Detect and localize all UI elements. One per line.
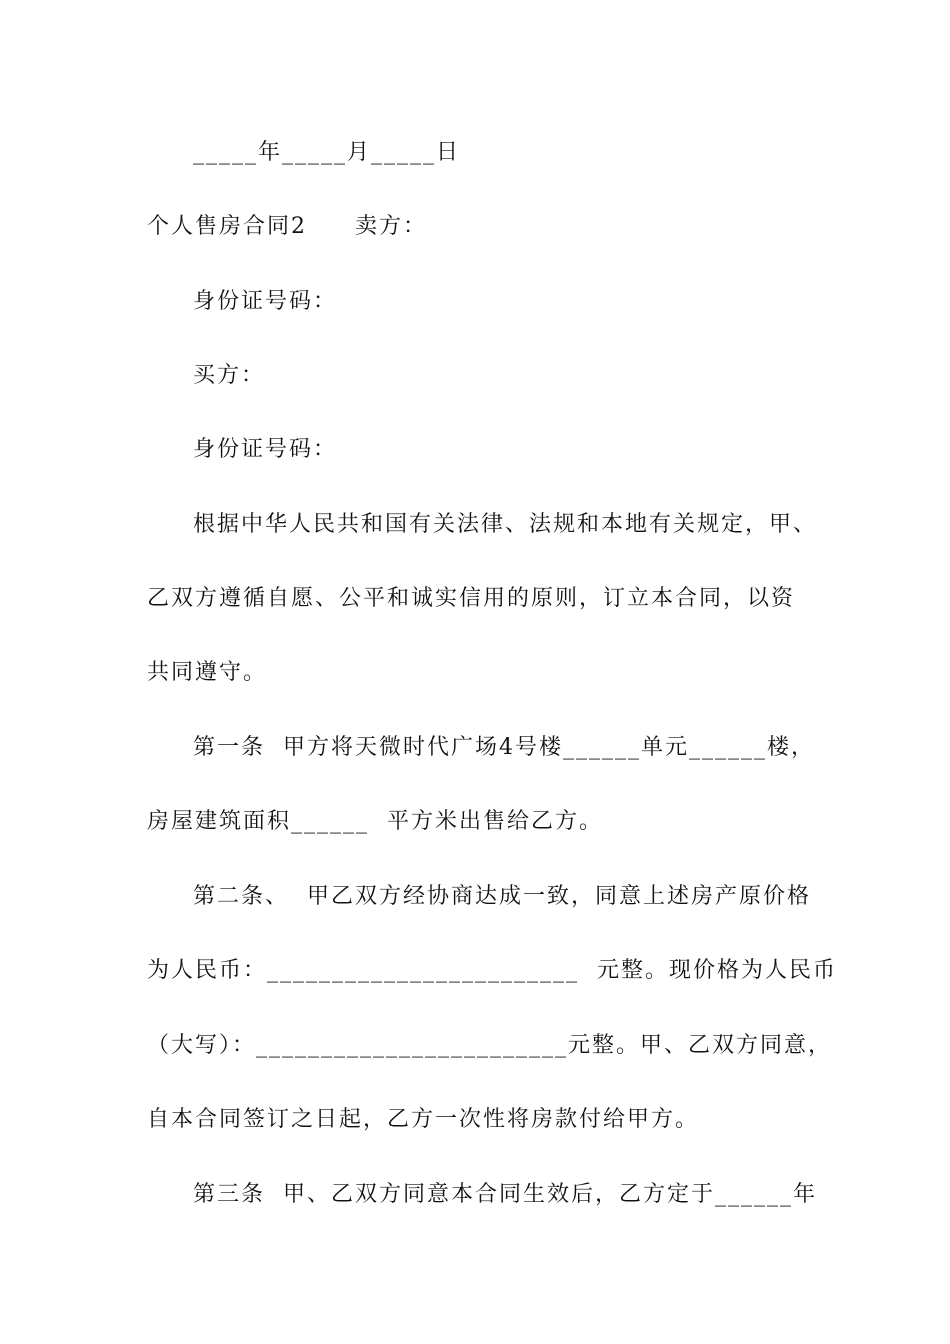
contract-title-seller: 个人售房合同2 卖方： bbox=[147, 214, 427, 239]
buyer-id-number: 身份证号码： bbox=[193, 437, 338, 462]
article-2-line-1: 第二条、 甲乙双方经协商达成一致，同意上述房产原价格 bbox=[193, 884, 811, 909]
seller-id-number: 身份证号码： bbox=[193, 289, 338, 314]
article-2-line-4: 自本合同签订之日起，乙方一次性将房款付给甲方。 bbox=[147, 1107, 700, 1132]
article-2-line-2: 为人民币：________________________ 元整。现价格为人民币 bbox=[147, 958, 837, 983]
preamble-line-3: 共同遵守。 bbox=[147, 660, 268, 685]
buyer-label: 买方： bbox=[193, 363, 266, 388]
article-3-line-1: 第三条 甲、乙双方同意本合同生效后，乙方定于______年 bbox=[193, 1182, 817, 1207]
preamble-line-2: 乙双方遵循自愿、公平和诚实信用的原则，订立本合同，以资 bbox=[147, 586, 796, 611]
article-1-line-1: 第一条 甲方将天微时代广场4号楼______单元______楼， bbox=[193, 735, 815, 760]
preamble-line-1: 根据中华人民共和国有关法律、法规和本地有关规定，甲、 bbox=[193, 512, 818, 537]
date-line: _____年_____月_____日 bbox=[193, 140, 461, 165]
article-1-line-2: 房屋建筑面积______ 平方米出售给乙方。 bbox=[147, 809, 603, 834]
article-2-line-3: （大写）：________________________元整。甲、乙双方同意， bbox=[147, 1033, 833, 1058]
